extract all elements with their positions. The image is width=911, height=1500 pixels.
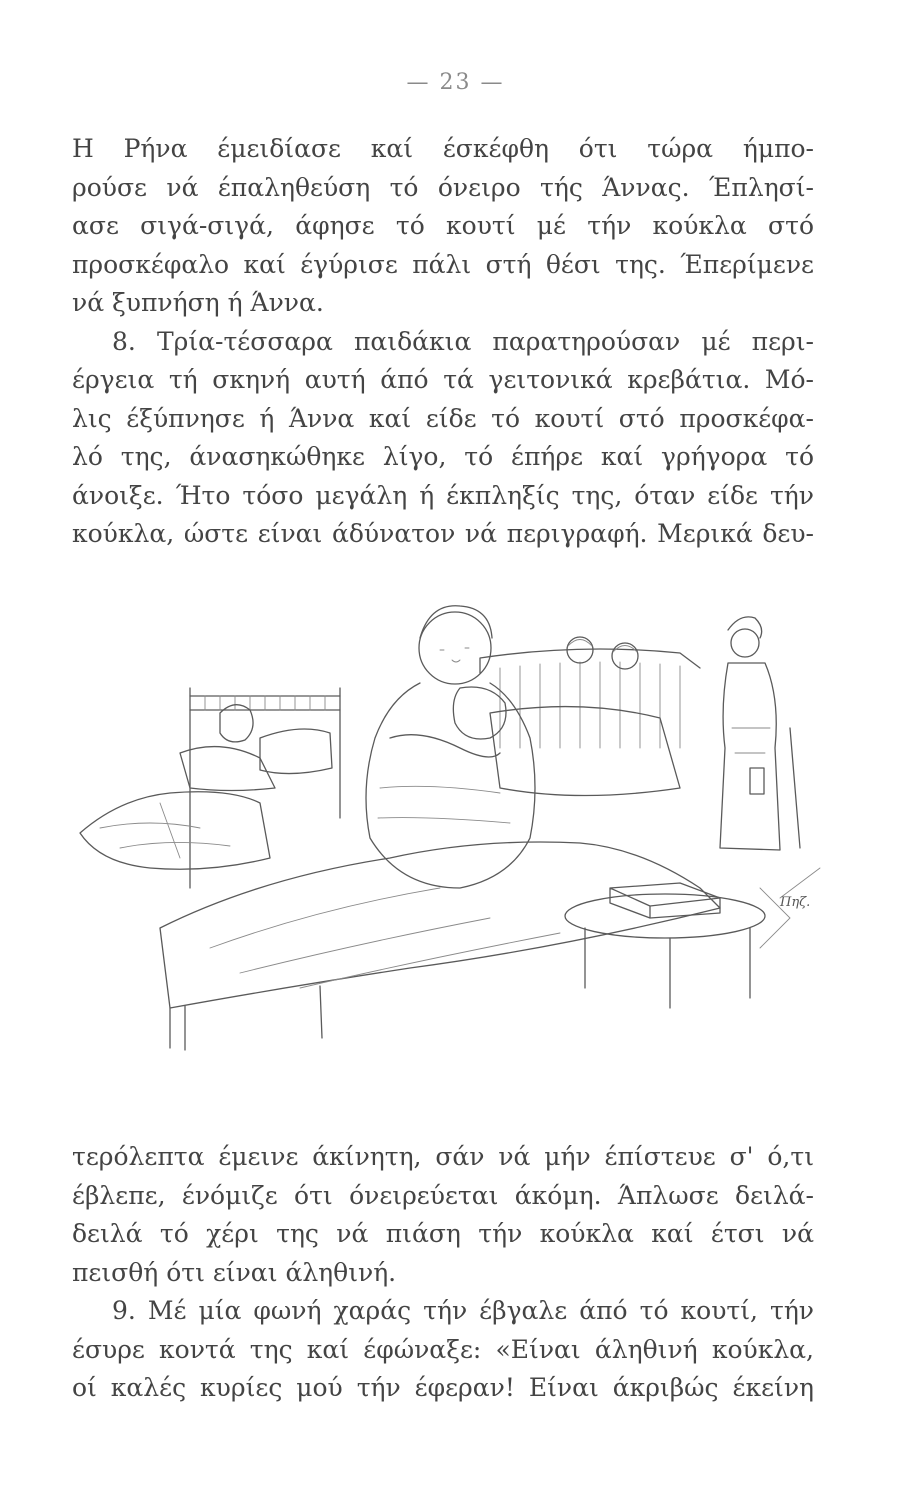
text-line: δειλά τό χέρι της νά πιάση τήν κούκλα καί έτσι νά — [72, 1219, 814, 1248]
text-line: τερόλεπτα έμεινε άκίνητη, σάν νά μήν έπίστευε σ' ό,τι — [72, 1142, 814, 1171]
body-text-bottom — [72, 1138, 814, 1408]
text-line: έργεια τή σκηνή αυτή άπό τά γειτονικά κρεβάτια. Μό- — [72, 365, 814, 394]
children-background-drawing — [567, 637, 638, 669]
woman-with-doll-drawing — [366, 606, 535, 888]
text-line: κούκλα, ώστε είναι άδύνατον νά περιγραφή. Μερικά δευ- — [72, 519, 814, 548]
text-line: άνοιξε. Ήτο τόσο μεγάλη ή έκπληξίς της, όταν είδε τήν — [72, 480, 814, 510]
left-bed-drawing — [80, 688, 340, 888]
text-line: νά ξυπνήση ή Άννα. — [72, 288, 324, 317]
text-line: ρούσε νά έπαληθεύση τό όνειρο τής Άννας. Έπλησί- — [72, 172, 814, 202]
artist-signature: Πηζ. — [780, 895, 811, 910]
center-bed-drawing — [160, 649, 720, 1050]
nurse-drawing — [720, 617, 800, 850]
text-line: έβλεπε, ένόμιζε ότι όνειρεύεται άκόμη. Άπλωσε δειλά- — [72, 1180, 814, 1210]
text-line: Η Ρήνα έμειδίασε καί έσκέφθη ότι τώρα ήμπο- — [72, 134, 814, 163]
sketch-drawing — [60, 588, 850, 1058]
page-number: — 23 — — [406, 70, 505, 95]
text-line: οί καλές κυρίες μού τήν έφεραν! Είναι άκριβώς έκείνη — [72, 1373, 814, 1402]
text-line: προσκέφαλο καί έγύρισε πάλι στή θέσι της. Έπερίμενε — [72, 249, 814, 279]
text-line: πεισθή ότι είναι άληθινή. — [72, 1257, 397, 1287]
text-line: λις έξύπνησε ή Άννα καί είδε τό κουτί στό προσκέφα- — [72, 403, 814, 433]
hospital-scene-illustration — [60, 588, 850, 1058]
text-line: λό της, άνασηκώθηκε λίγο, τό έπήρε καί γρήγορα τό — [72, 442, 814, 471]
text-line: 9. Μέ μία φωνή χαράς τήν έβγαλε άπό τό κουτί, τήν — [112, 1296, 814, 1325]
text-line: ασε σιγά-σιγά, άφησε τό κουτί μέ τήν κούκλα στό — [72, 211, 814, 240]
text-line: 8. Τρία-τέσσαρα παιδάκια παρατηρούσαν μέ περι- — [112, 326, 814, 356]
bedside-table-drawing — [565, 868, 820, 1008]
body-text-top — [72, 130, 814, 554]
text-line: έσυρε κοντά της καί έφώναξε: «Είναι άληθινή κούκλα, — [72, 1334, 814, 1364]
